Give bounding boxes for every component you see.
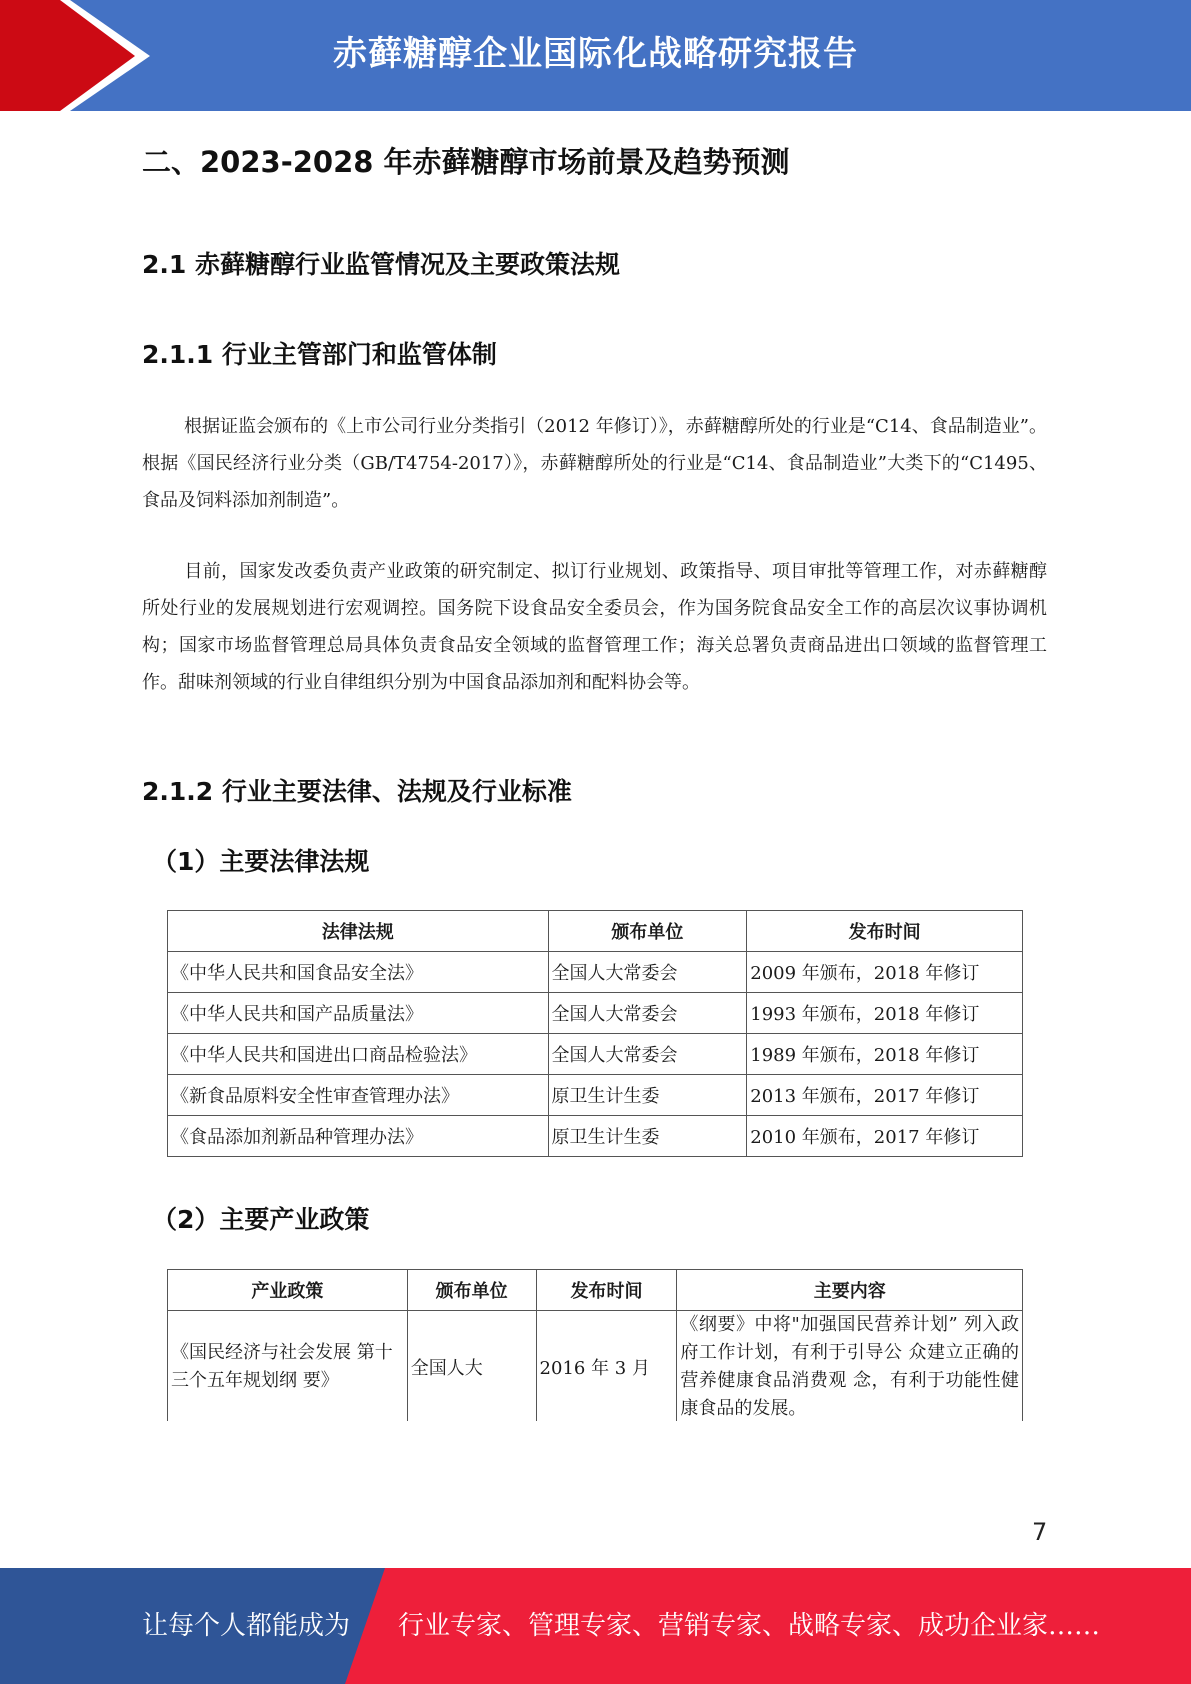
table-cell: 《国民经济与社会发展 第十三个五年规划纲 要》 (168, 1311, 408, 1424)
table-continuation-mask (150, 1421, 1030, 1461)
table-row (168, 1075, 1023, 1116)
page-number: 7 (1032, 1518, 1048, 1546)
table-header-row (168, 1270, 1023, 1311)
section-heading: 二、2023-2028 年赤藓糖醇市场前景及趋势预测 (142, 145, 790, 179)
paragraph-text: 根据证监会颁布的《上市公司行业分类指引（2012 年修订）》，赤藓糖醇所处的行业是“C14、食品制造业”。根据《国民经济行业分类（GB/T4754-2017）》，赤藓糖醇所处的行业是“C14、食品制造业”大类下的“C1495、食品及饲料添加剂制造”。 (142, 416, 1047, 511)
report-title: 赤藓糖醇企业国际化战略研究报告 (333, 34, 858, 74)
column-header: 法律法规 (168, 911, 549, 952)
table-cell: 原卫生计生委 (548, 1116, 747, 1157)
subsection-2-1-1-heading: 2.1.1 行业主管部门和监管体制 (142, 340, 497, 369)
table-row (168, 993, 1023, 1034)
column-header: 发布时间 (536, 1270, 677, 1311)
page-footer (0, 1568, 1191, 1684)
column-header: 主要内容 (677, 1270, 1023, 1311)
table-cell: 2013 年颁布，2017 年修订 (747, 1075, 1023, 1116)
table-header-row (168, 911, 1023, 952)
laws-heading: （1）主要法律法规 (152, 847, 370, 876)
table-cell: 全国人大常委会 (548, 1034, 747, 1075)
column-header: 颁布单位 (407, 1270, 536, 1311)
table-cell: 2010 年颁布，2017 年修订 (747, 1116, 1023, 1157)
page-header (0, 0, 1191, 111)
subsection-2-1-2-heading: 2.1.2 行业主要法律、法规及行业标准 (142, 777, 572, 806)
table-row (168, 952, 1023, 993)
table-cell: 全国人大 (407, 1311, 536, 1424)
table-cell: 2009 年颁布，2018 年修订 (747, 952, 1023, 993)
table-cell: 全国人大常委会 (548, 952, 747, 993)
footer-slogan-right: 行业专家、管理专家、营销专家、战略专家、成功企业家…… (398, 1611, 1101, 1641)
table-cell: 1989 年颁布，2018 年修订 (747, 1034, 1023, 1075)
column-header: 颁布单位 (548, 911, 747, 952)
table-cell: 《纲要》中将"加强国民营养计划” 列入政府工作计划，有利于引导公 众建立正确的营养健康食品消费观 念，有利于功能性健康食品的发展。 (677, 1311, 1023, 1424)
table-cell: 《中华人民共和国食品安全法》 (168, 952, 549, 993)
column-header: 发布时间 (747, 911, 1023, 952)
table-cell: 《食品添加剂新品种管理办法》 (168, 1116, 549, 1157)
table-cell: 1993 年颁布，2018 年修订 (747, 993, 1023, 1034)
column-header: 产业政策 (168, 1270, 408, 1311)
paragraph-regulatory-system (142, 553, 1047, 701)
subsection-heading: 2.1 赤藓糖醇行业监管情况及主要政策法规 (142, 250, 620, 279)
policy-table (167, 1269, 1023, 1424)
table-cell: 原卫生计生委 (548, 1075, 747, 1116)
table-row (168, 1116, 1023, 1157)
table-row (168, 1311, 1023, 1424)
table-cell: 《中华人民共和国产品质量法》 (168, 993, 549, 1034)
table-row (168, 1034, 1023, 1075)
policy-heading: （2）主要产业政策 (152, 1205, 370, 1234)
table-cell: 全国人大常委会 (548, 993, 747, 1034)
paragraph-text: 目前，国家发改委负责产业政策的研究制定、拟订行业规划、政策指导、项目审批等管理工作，对赤藓糖醇所处行业的发展规划进行宏观调控。国务院下设食品安全委员会，作为国务院食品安全工作的高层次议事协调机构；国家市场监督管理总局具体负责食品安全领域的监督管理工作；海关总署负责商品进出口领域的监督管理工作。甜味剂领域的行业自律组织分别为中国食品添加剂和配料协会等。 (142, 561, 1047, 693)
paragraph-industry-classification (142, 408, 1047, 519)
table-cell: 2016 年 3 月 (536, 1311, 677, 1424)
table-cell: 《中华人民共和国进出口商品检验法》 (168, 1034, 549, 1075)
table-cell: 《新食品原料安全性审查管理办法》 (168, 1075, 549, 1116)
laws-table (167, 910, 1023, 1157)
footer-slogan-left: 让每个人都能成为 (142, 1611, 351, 1641)
